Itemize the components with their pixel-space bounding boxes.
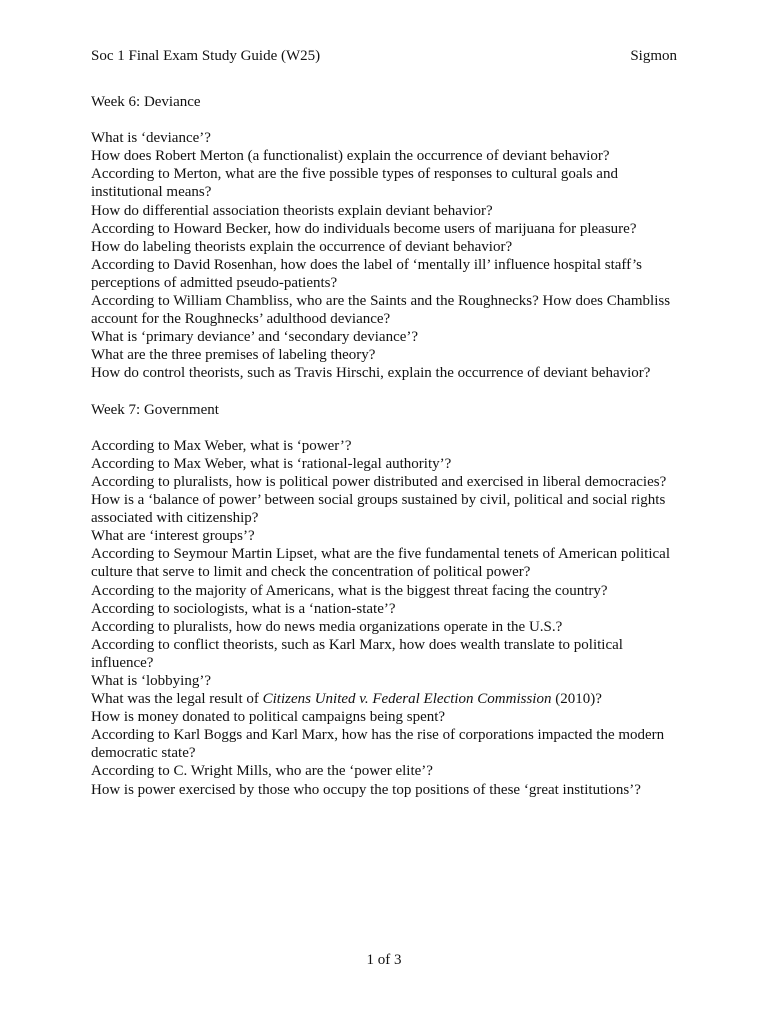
question-item: According to Howard Becker, how do individuals become users of marijuana for pleasure? [91,220,637,237]
page-number: 1 of 3 [366,952,402,968]
question-item: What is ‘primary deviance’ and ‘secondary deviance’? [91,329,419,346]
section-week-6 [91,93,681,383]
question-item: According to pluralists, how do news media organizations operate in the U.S.? [91,618,563,635]
question-text-before: What was the legal result of [91,691,263,708]
question-item: What is ‘deviance’? [91,130,211,147]
study-guide-content [91,93,681,799]
question-item: According to Karl Boggs and Karl Marx, how has the rise of corporations impacted the modern democratic state? [91,727,665,762]
question-item: According to David Rosenhan, how does the label of ‘mentally ill’ influence hospital staff’s perceptions of admitted pseudo-patients? [91,256,642,291]
question-item: According to pluralists, how is political power distributed and exercised in liberal democracies? [91,473,667,490]
question-item: According to conflict theorists, such as Karl Marx, how does wealth translate to political influence? [91,636,623,671]
question-item: How do labeling theorists explain the occurrence of deviant behavior? [91,238,513,255]
question-item: How does Robert Merton (a functionalist) explain the occurrence of deviant behavior? [91,148,610,165]
question-item: According to Max Weber, what is ‘rational-legal authority’? [91,455,452,472]
page-header [91,47,677,65]
question-item: According to William Chambliss, who are the Saints and the Roughnecks? How does Chambliss account for the Roughnecks’ adulthood deviance? [91,293,671,328]
question-item: According to Max Weber, what is ‘power’? [91,437,352,454]
document-title: Soc 1 Final Exam Study Guide (W25) [91,48,321,64]
question-item: How is power exercised by those who occupy the top positions of these ‘great institutions’? [91,781,641,798]
question-item: According to Seymour Martin Lipset, what are the five fundamental tenets of American political culture that serve to limit and check the concentration of political power? [91,546,670,581]
question-item: According to C. Wright Mills, who are the ‘power elite’? [91,763,433,780]
section-heading: Week 6: Deviance [91,94,201,110]
section-heading: Week 7: Government [91,401,219,418]
question-item: How is money donated to political campaigns being spent? [91,709,446,726]
author-name: Sigmon [630,48,677,64]
question-text-after: (2010)? [551,691,602,708]
page-footer [0,951,768,969]
question-item: What are the three premises of labeling theory? [91,347,376,364]
question-item: What are ‘interest groups’? [91,528,255,545]
question-item-citizens-united [91,690,681,708]
question-item: What is ‘lobbying’? [91,673,211,689]
section-week-7 [91,401,681,799]
question-item: According to Merton, what are the five possible types of responses to cultural goals and institutional means? [91,166,618,201]
question-item: How do control theorists, such as Travis Hirschi, explain the occurrence of deviant behavior? [91,365,651,382]
case-name: Citizens United v. Federal Election Commission [262,691,552,708]
question-item: According to the majority of Americans, what is the biggest threat facing the country? [91,582,608,599]
question-item: How is a ‘balance of power’ between social groups sustained by civil, political and social rights associated with citizenship? [91,492,666,527]
question-item: How do differential association theorists explain deviant behavior? [91,202,493,219]
question-item: According to sociologists, what is a ‘nation-state’? [91,600,396,617]
